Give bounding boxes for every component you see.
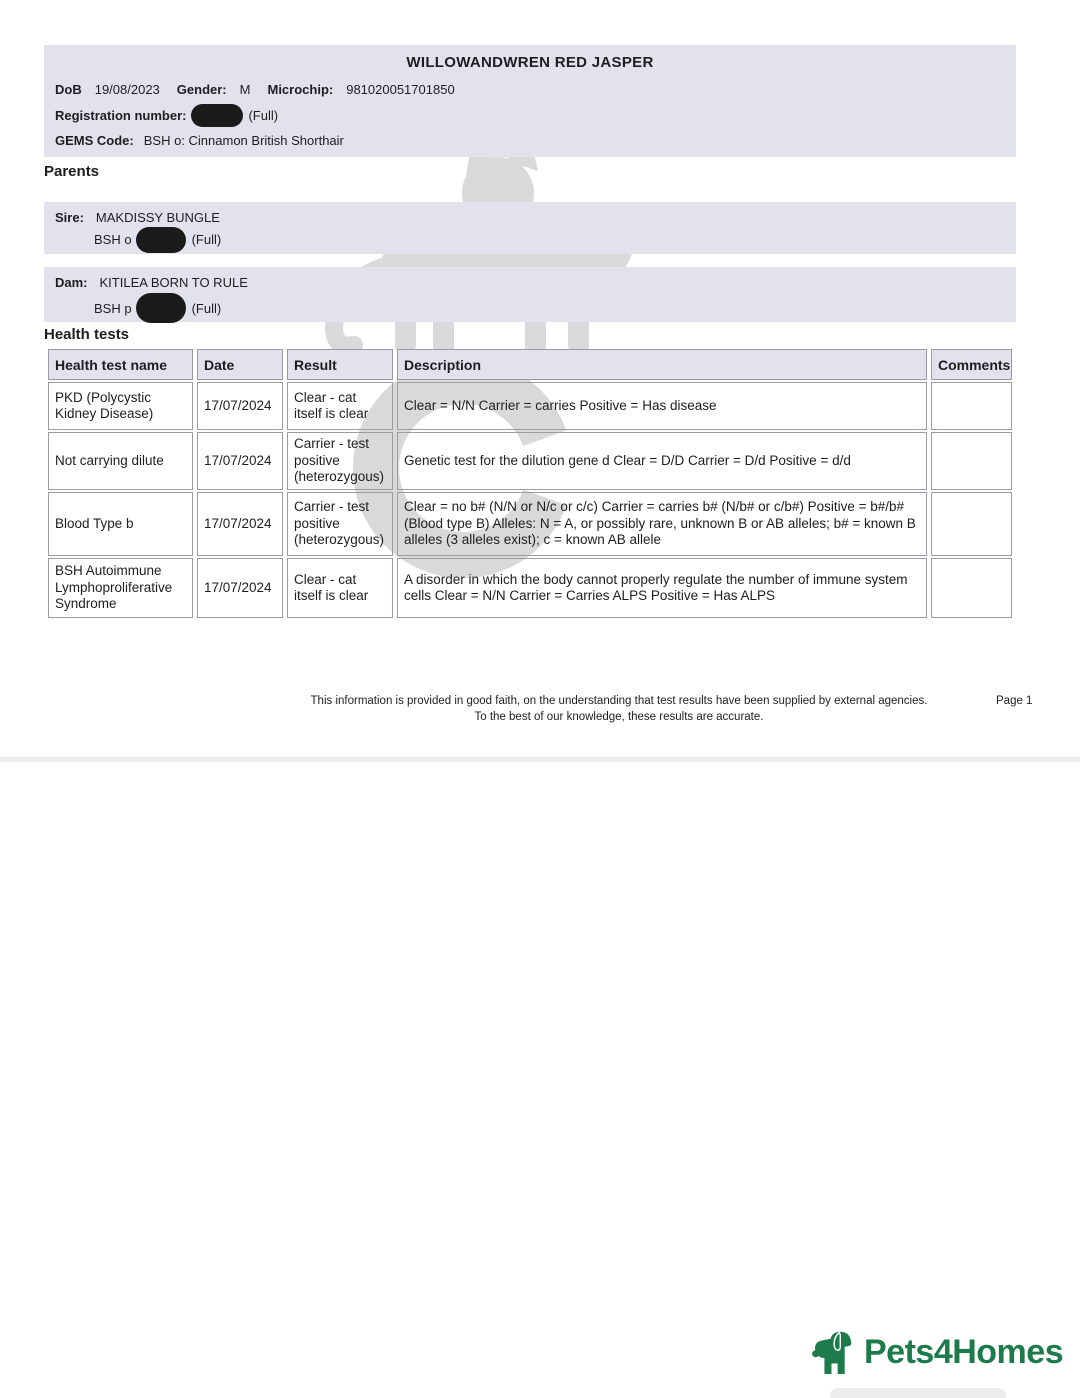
dam-label: Dam: [55, 275, 88, 290]
sire-name-line [55, 210, 220, 225]
test-comments-cell [931, 558, 1012, 618]
sire-panel [44, 202, 1016, 254]
table-row [48, 492, 1012, 556]
microchip-label: Microchip: [267, 82, 334, 97]
col-result: Result [287, 349, 393, 380]
test-comments-cell [931, 432, 1012, 490]
test-comments-cell [931, 382, 1012, 430]
test-description-cell: A disorder in which the body cannot properly regulate the number of immune system cells Clear = N/N Carrier = Carries ALPS Positive = Has ALPS [397, 558, 927, 618]
test-date-cell: 17/07/2024 [197, 492, 283, 556]
table-row [48, 558, 1012, 618]
test-date-cell: 17/07/2024 [197, 558, 283, 618]
parents-heading: Parents [44, 163, 100, 180]
sire-registration-line [94, 226, 221, 253]
sire-name: MAKDISSY BUNGLE [95, 210, 220, 225]
test-result-cell: Clear - cat itself is clear [287, 558, 393, 618]
dob-label: DoB [55, 82, 82, 97]
redacted-sire-number [136, 227, 186, 253]
brand-wordmark: Pets4Homes [864, 1332, 1064, 1371]
test-date-cell: 17/07/2024 [197, 432, 283, 490]
dam-name-line [55, 275, 248, 290]
redacted-dam-number [136, 293, 186, 323]
disclaimer-line2: To the best of our knowledge, these results are accurate. [474, 710, 764, 723]
test-result-cell: Carrier - test positive (heterozygous) [287, 432, 393, 490]
disclaimer-text [159, 694, 1079, 725]
test-name-cell: BSH Autoimmune Lymphoproliferative Syndrome [48, 558, 193, 618]
registration-row [55, 102, 278, 128]
disclaimer-line1: This information is provided in good faith, on the understanding that test results have been supplied by external agencies. [310, 695, 928, 707]
page-number: Page 1 [996, 695, 1033, 707]
health-tests-heading: Health tests [44, 326, 130, 343]
col-health-test-name: Health test name [48, 349, 193, 380]
registration-label: Registration number: [55, 107, 187, 123]
gender-label: Gender: [176, 82, 227, 97]
test-date-cell: 17/07/2024 [197, 382, 283, 430]
dam-panel [44, 267, 1016, 322]
gems-code-row [55, 133, 344, 148]
registration-suffix: (Full) [248, 107, 279, 123]
dam-suffix: (Full) [191, 300, 222, 316]
sire-suffix: (Full) [191, 232, 222, 247]
table-row [48, 382, 1012, 430]
cat-details-header [44, 45, 1016, 157]
page-divider [0, 757, 1080, 762]
page-title: WILLOWANDWREN RED JASPER [406, 54, 654, 71]
col-description: Description [397, 349, 927, 380]
microchip-value: 981020051701850 [346, 82, 455, 97]
gender-value: M [239, 82, 251, 97]
dam-registration-line [94, 293, 221, 323]
gems-code-label: GEMS Code: [55, 133, 134, 148]
col-comments: Comments [931, 349, 1012, 380]
sire-breed-code: BSH o [94, 232, 132, 247]
table-row [48, 432, 1012, 490]
test-name-cell: Not carrying dilute [48, 432, 193, 490]
test-description-cell: Genetic test for the dilution gene d Clear = D/D Carrier = D/d Positive = d/d [397, 432, 927, 490]
redacted-registration-number [191, 104, 243, 127]
pets4homes-logo[interactable] [812, 1330, 1063, 1374]
test-comments-cell [931, 492, 1012, 556]
gems-code-value: BSH o: Cinnamon British Shorthair [143, 133, 344, 148]
table-header-row [48, 349, 1012, 380]
col-date: Date [197, 349, 283, 380]
dog-icon [812, 1330, 858, 1374]
health-tests-table [44, 347, 1016, 620]
test-result-cell: Carrier - test positive (heterozygous) [287, 492, 393, 556]
test-result-cell: Clear - cat itself is clear [287, 382, 393, 430]
dam-name: KITILEA BORN TO RULE [99, 275, 248, 290]
test-description-cell: Clear = N/N Carrier = carries Positive = Has disease [397, 382, 927, 430]
sire-label: Sire: [55, 210, 84, 225]
dob-value: 19/08/2023 [94, 82, 160, 97]
dam-breed-code: BSH p [94, 300, 132, 316]
dob-gender-microchip-row [55, 82, 455, 97]
test-description-cell: Clear = no b# (N/N or N/c or c/c) Carrier = carries b# (N/b# or c/b#) Positive = b#/b# (Blood type B) Alleles: N = A, or possibly rare, unknown B or AB alleles; b# = known B alleles (3 alleles exist); c = known AB allele [397, 492, 927, 556]
test-name-cell: Blood Type b [48, 492, 193, 556]
bottom-edge-button[interactable] [830, 1388, 1006, 1398]
test-name-cell: PKD (Polycystic Kidney Disease) [48, 382, 193, 430]
